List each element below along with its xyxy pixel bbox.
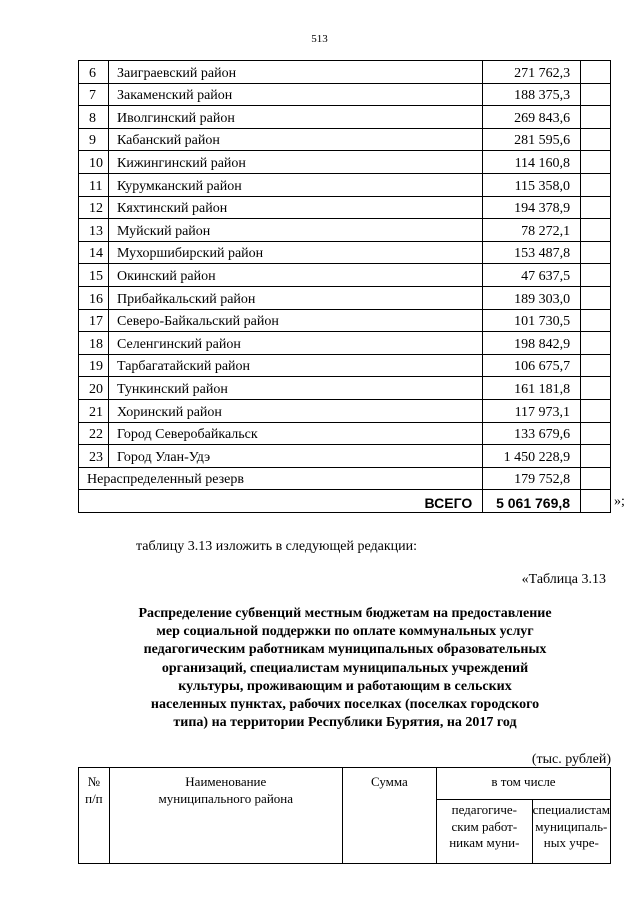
table-row [79,83,611,106]
table-row [79,241,611,264]
table-row [79,219,611,242]
sub-header-line: специалистам [532,802,610,817]
district-name: Хоринский район [108,399,482,422]
district-name: Иволгинский район [108,106,482,129]
table-row [79,151,611,174]
empty-cell [581,61,611,84]
empty-cell [581,490,611,513]
district-name: Кабанский район [108,128,482,151]
district-amount: 281 595,6 [483,128,581,151]
district-amount: 269 843,6 [483,106,581,129]
table-row [79,354,611,377]
row-number: 18 [79,332,109,355]
table-row [79,422,611,445]
header-sum-label: Сумма [371,774,408,789]
empty-cell [581,377,611,400]
empty-cell [581,106,611,129]
header-num-line: № [87,774,101,789]
district-name: Селенгинский район [108,332,482,355]
row-number: 14 [79,241,109,264]
district-amount: 161 181,8 [483,377,581,400]
table-row [79,128,611,151]
district-name: Тарбагатайский район [108,354,482,377]
district-name: Муйский район [108,219,482,242]
row-number: 13 [79,219,109,242]
table-row [79,264,611,287]
sub-header-line: муниципаль- [535,818,608,834]
sub-header-specialists [532,800,610,864]
district-amount: 106 675,7 [483,354,581,377]
district-amount: 101 730,5 [483,309,581,332]
sub-header-line: ных учре- [543,835,599,850]
empty-cell [581,399,611,422]
row-number: 12 [79,196,109,219]
sub-header-line: никам муни- [449,835,520,850]
table-row [79,399,611,422]
sub-header-teachers [437,800,533,864]
empty-cell [581,354,611,377]
district-amount: 194 378,9 [483,196,581,219]
district-name: Северо-Байкальский район [108,309,482,332]
district-amount: 47 637,5 [483,264,581,287]
total-row [79,490,611,513]
row-number: 23 [79,445,109,468]
empty-cell [581,309,611,332]
total-amount: 5 061 769,8 [483,490,581,513]
header-incl-label: в том числе [491,774,556,789]
district-name: Курумканский район [108,173,482,196]
empty-cell [581,241,611,264]
empty-cell [581,264,611,287]
district-name: Тункинский район [108,377,482,400]
header-name-cell [109,768,342,864]
empty-cell [581,128,611,151]
table-row [79,286,611,309]
district-amount: 114 160,8 [483,151,581,174]
district-name: Город Северобайкальск [108,422,482,445]
district-amount: 133 679,6 [483,422,581,445]
table-row [79,173,611,196]
row-number: 17 [79,309,109,332]
page-number: 513 [311,33,328,45]
closing-quote: »; [614,494,625,509]
empty-cell [581,422,611,445]
district-amount: 198 842,9 [483,332,581,355]
header-name-line: муниципального района [158,790,294,806]
empty-cell [581,173,611,196]
district-name: Окинский район [108,264,482,287]
row-number: 16 [79,286,109,309]
district-name: Прибайкальский район [108,286,482,309]
reserve-row [79,467,611,490]
row-number: 8 [79,106,109,129]
total-label: ВСЕГО [79,490,483,513]
district-name: Закаменский район [108,83,482,106]
district-amount: 78 272,1 [483,219,581,242]
reserve-label: Нераспределенный резерв [79,467,483,490]
empty-cell [581,286,611,309]
header-sum-cell [342,768,436,864]
header-num-line: п/п [85,790,103,806]
district-amount: 189 303,0 [483,286,581,309]
empty-cell [581,332,611,355]
district-name: Заиграевский район [108,61,482,84]
row-number: 20 [79,377,109,400]
caption-line: мер социальной поддержки по оплате коммунальных услуг [156,624,534,640]
district-name: Кижингинский район [108,151,482,174]
district-amount: 117 973,1 [483,399,581,422]
district-amount: 188 375,3 [483,83,581,106]
table-row [79,309,611,332]
empty-cell [581,219,611,242]
row-number: 19 [79,354,109,377]
header-name-line: Наименование [185,774,267,789]
table-row [79,196,611,219]
caption-line: педагогическим работникам муниципальных образовательных [143,642,547,658]
row-number: 10 [79,151,109,174]
district-amount: 1 450 228,9 [483,445,581,468]
sub-header-line: ским работ- [451,818,518,834]
table-caption [110,605,580,732]
empty-cell [581,151,611,174]
sub-header-line: педагогиче- [451,802,517,817]
table-row [79,445,611,468]
caption-line: типа) на территории Республики Бурятия, на 2017 год [173,715,517,731]
row-number: 7 [79,83,109,106]
row-number: 22 [79,422,109,445]
empty-cell [581,83,611,106]
district-name: Город Улан-Удэ [108,445,482,468]
table-label: «Таблица 3.13 [521,572,606,587]
empty-cell [581,467,611,490]
units-label: (тыс. рублей) [531,752,611,767]
district-name: Мухоршибирский район [108,241,482,264]
header-num-cell [79,768,110,864]
row-number: 15 [79,264,109,287]
district-amount: 153 487,8 [483,241,581,264]
caption-line: населенных пунктах, рабочих поселках (поселках городского [150,697,540,713]
table-row [79,106,611,129]
caption-line: организаций, специалистам муниципальных учреждений [161,660,529,676]
row-number: 6 [79,61,109,84]
district-amount: 271 762,3 [483,61,581,84]
district-name: Кяхтинский район [108,196,482,219]
reserve-amount: 179 752,8 [483,467,581,490]
district-amount: 115 358,0 [483,173,581,196]
table-row [79,377,611,400]
caption-line: Распределение субвенций местным бюджетам на предоставление [138,606,552,621]
caption-line: культуры, проживающим и работающим в сельских [178,678,512,694]
table-row [79,332,611,355]
allocation-table [78,60,611,513]
empty-cell [581,445,611,468]
header-table [78,767,611,864]
row-number: 21 [79,399,109,422]
intro-text: таблицу 3.13 изложить в следующей редакции: [136,539,418,554]
row-number: 9 [79,128,109,151]
header-incl-cell [437,768,611,800]
table-row [79,61,611,84]
row-number: 11 [79,173,109,196]
empty-cell [581,196,611,219]
